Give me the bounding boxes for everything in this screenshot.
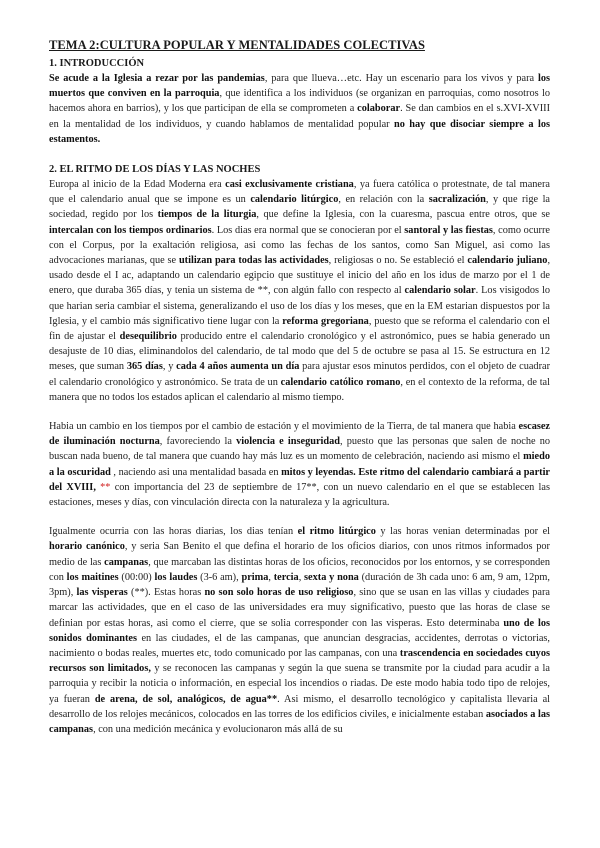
bold-text: tercia (273, 571, 299, 583)
text-run: , que marcaban las distintas horas de los oficios, reconocidos por los entornos, y se corresponden con (49, 556, 550, 583)
bold-text: los maitines (66, 571, 119, 583)
text-run: , sino que se usan en las villas y ciudades para marcar las actividades, que en el caso de las universidades era muy significativo, puesto que las horas de clase se definian por estas horas, asi como el cierre, que se solia corresponder con las visperas. Esto determinaba (49, 587, 550, 629)
bold-text: de arena, de sol, analógicos, de agua** (94, 693, 278, 705)
bold-text: no hay que disociar siempre a los estamentos. (49, 118, 551, 145)
text-run: , que identifica a los individuos (se organizan en parroquias, como nosotros lo hacemos ahora en barrios), y los que participan de ella se comprometen a (49, 88, 550, 115)
text-run: , para que llueva…etc. Hay un escenario para los vivos y para (264, 73, 538, 84)
bold-text: calendario solar (404, 285, 476, 297)
bold-text: intercalan con los tiempos ordinarios (49, 224, 212, 236)
paragraph (49, 177, 550, 405)
text-run: , como ocurre con el Corpus, por la exaltación religiosa, asi como las fechas de los santos, como San Miguel, asi como las advocaciones marianas, que se (49, 224, 550, 267)
section-heading-ritmo: 2. EL RITMO DE LOS DÍAS Y LAS NOCHES (49, 164, 261, 176)
bold-text: colaborar (357, 103, 401, 115)
text-run: Europa al inicio de la Edad Moderna era (49, 179, 226, 191)
text-run: en las ciudades, el de las campanas, que anuncian desgracias, accidentes, derrotas o victorias, nacimiento o bodas reales, muertes etc, todo comunicado por las campanas, con una (49, 632, 550, 659)
bold-text: sacralización (428, 194, 486, 206)
bold-text: santoral y las fiestas (404, 224, 493, 236)
text-run: para ajustar esos minutos perdidos, con el objeto de cuadrar el calendario cronológico y astronómico. Se trata de un (49, 361, 551, 388)
bold-text: tiempos de la liturgia (157, 209, 257, 221)
bold-text: miedo a la oscuridad (49, 451, 550, 478)
bold-text: calendario litúrgico (250, 194, 339, 206)
section-heading-introduccion: 1. INTRODUCCIÓN (49, 58, 145, 69)
spacer (49, 405, 550, 419)
text-run: (**). Estas horas (127, 587, 205, 599)
text-run: Habia un cambio en los tiempos por el cambio de estación y el movimiento de la Tierra, de tal manera que habia (49, 421, 519, 433)
document-title: TEMA 2:CULTURA POPULAR Y MENTALIDADES COLECTIVAS (49, 38, 425, 52)
paragraph (49, 71, 550, 147)
text-run: , religiosas o no. Se estableció el (328, 255, 468, 267)
text-run: con importancia del 23 de septiembre de 17**, con un nuevo calendario en el que se establecen las estaciones, meses y días, con vinculación directa con la naturaleza y la agricultura. (49, 481, 550, 509)
paragraph (49, 419, 550, 510)
text-run: , favoreciendo la (159, 436, 237, 448)
bold-text: violencia e inseguridad (236, 436, 340, 448)
bold-text: desequilibrio (119, 331, 177, 343)
text-run: , y que rige la sociedad, regido por los (49, 194, 550, 221)
text-run: , en el contexto de la reforma, de tal manera que no todos los estados aplican el calendario al mismo tiempo. (49, 376, 550, 403)
text-run: . Asi mismo, el desarrollo tecnológico y capitalista llevaria al desarrollo de los relojes mecánicos, colocados en las torres de los edificios civiles, e inicialmente estaban (49, 693, 550, 720)
bold-text: trascendencia en sociedades cuyos recursos son limitados, (49, 647, 550, 675)
text-run: (3-6 am), (197, 571, 242, 583)
bold-text: prima (241, 571, 269, 583)
text-run: , (298, 571, 305, 583)
text-run: , en relación con la (338, 194, 429, 206)
bold-text: asociados a las campanas (49, 708, 550, 735)
text-run: (duración de 3h cada uno: 6 am, 9 am, 12pm, 3pm), (49, 571, 550, 599)
bold-text: mitos y leyendas. Este ritmo del calendario cambiará a partir del XVIII, (49, 466, 551, 493)
bold-text: uno de los sonidos dominantes (49, 617, 550, 644)
bold-text: cada 4 años aumenta un día (176, 361, 300, 373)
bold-text: los laudes (154, 571, 198, 583)
text-run: Igualmente ocurria con las horas diarias, los dias tenían (49, 526, 298, 538)
paragraph (49, 524, 550, 737)
text-run: producido entre el calendario cronológico y el astronómico, pues se habia generado un desajuste de 10 dias, eliminandolos del calendario, de tal modo que del 5 de octubre se pasa al 15. Se estructura en 12 meses, que suman (49, 331, 550, 373)
text-run: (00:00) (118, 571, 155, 583)
bold-text: sexta y nona (304, 571, 359, 583)
text-run: , usado desde el I ac, adaptando un calendario egipcio que sustituye el inicio del año en los idus de marzo por el 1 de enero, que duraba 365 días, y tenia un sistema de **, con algún fallo con respecto al (49, 255, 551, 297)
bold-text: no son solo horas de uso religioso (204, 587, 354, 599)
bold-text: casi exclusivamente cristiana (225, 179, 354, 191)
text-run: , y seria San Benito el que defina el horario de los oficios diarios, con unos ritmos informados por medio de las (49, 541, 550, 568)
bold-text: 365 días (126, 361, 163, 373)
text-run: y se reconocen las campanas y según la que suena se transmite por la ciudad para acudir a la parroquia y recibir la noticia o información, en especial los incendios o riadas. De este modo habia todo tipo de relojes, ya fueran (49, 663, 550, 705)
bold-text: escasez de iluminación nocturna (49, 421, 550, 448)
bold-text: calendario juliano (467, 255, 548, 267)
bold-text: campanas (104, 556, 149, 568)
bold-text: utilizan para todas las actividades (178, 255, 329, 267)
text-run: , puesto que se reforma el calendario con el fin de ajustar el (49, 315, 550, 343)
bold-text: calendario católico romano (280, 376, 401, 388)
text-run: , naciendo asi una mentalidad basada en (110, 466, 282, 478)
text-run: . Los visigodos lo que harian seria cambiar el sistema, generalizando el uso de los días y los meses, que en la EM estarian dispuestos por la Iglesia, y el cambio más significativo tiene lugar con la (49, 285, 551, 327)
bold-text: los muertos que conviven en la parroquia (49, 73, 550, 100)
text-run: y las horas venian determinadas por el (375, 526, 551, 538)
text-run: , ya fuera católica o protestnate, de tal manera que el calendario anual que se impone es un (49, 179, 550, 206)
text-run: , (268, 571, 274, 583)
bold-text: horario canónico (49, 541, 125, 553)
bold-text: las visperas (76, 587, 128, 599)
spacer (49, 147, 550, 162)
text-run: , y (162, 361, 177, 373)
spacer (49, 510, 550, 524)
text-run: , con una medición mecánica y evolucionaron más allá de su (93, 723, 343, 735)
bold-text: el ritmo litúrgico (297, 526, 376, 538)
text-run: . Se dan cambios en el s.XVI-XVIII en la mentalidad de los individuos, y cuando hablamos de mentalidad popular (49, 103, 550, 130)
text-run: , puesto que las personas que salen de noche no buscan nada bueno, de tal manera que cuando hay más luz es un momento de celebración, naciendo asi mismo el (49, 436, 551, 463)
bold-text: Se acude a la Iglesia a rezar por las pandemias (49, 73, 265, 84)
text-run: , que define la Iglesia, con la cuaresma, pascua entre otros, que se (256, 209, 550, 221)
bold-text: reforma gregoriana (282, 315, 369, 327)
text-run: . Los dias era normal que se conocieran por el (211, 224, 405, 236)
highlight-text: ** (100, 481, 111, 493)
